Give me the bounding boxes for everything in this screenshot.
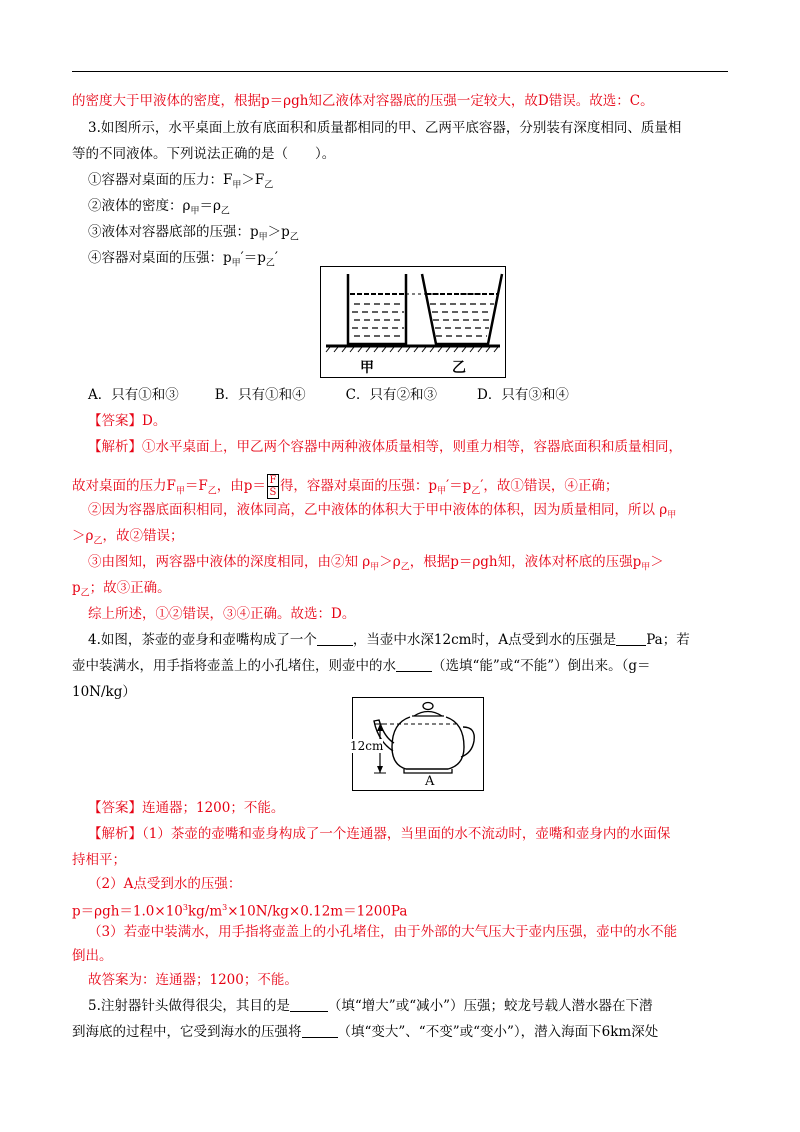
option-a: A．只有①和③ <box>88 387 179 403</box>
prev-analysis-tail: 的密度大于甲液体的密度，根据p＝ρgh知乙液体对容器底的压强一定较大，故D错误。故选：C。 <box>72 93 654 109</box>
option-b: B．只有①和④ <box>214 387 306 403</box>
q4-analysis-6: 倒出。 <box>72 948 113 964</box>
option-c: C．只有②和③ <box>345 387 438 403</box>
q3-options <box>88 385 748 405</box>
q4-stem-line3: 10N/kg） <box>72 684 136 700</box>
q4-analysis-3: （2）A点受到水的压强： <box>88 876 242 892</box>
q4-blank-3[interactable] <box>396 657 432 672</box>
q3-statement-1: ①容器对桌面的压力：$F_甲>F_乙$ <box>88 172 274 191</box>
q3-analysis-6: $p_乙$；故③正确。 <box>72 580 171 599</box>
q3-statement-3: ③液体对容器底部的压强：$p_甲>p_乙$ <box>88 224 299 243</box>
q4-teapot-figure <box>352 697 484 795</box>
fig-label-yi: 乙 <box>452 360 466 376</box>
q5-blank-1[interactable] <box>290 997 328 1012</box>
q3-analysis-2: 故对桌面的压力$F_甲=F_乙$，由p＝ $\frac{F}{S}$ 得，容器对桌面的压强：$p_甲'=p_乙'$，故①错误，④正确； <box>72 475 619 498</box>
q4-answer: 【答案】连通器；1200；不能。 <box>88 800 285 816</box>
option-d: D．只有③和④ <box>477 387 569 403</box>
q4-stem-line2: 壶中装满水，用手指将壶盖上的小孔堵住，则壶中的水 （选填“能”或“不能”）倒出来。（g＝ <box>72 658 651 674</box>
q4-stem-line1: 4.如图，茶壶的壶身和壶嘴构成了一个 ，当壶中水深12cm时，A点受到水的压强是 Pa；若 <box>88 632 690 648</box>
q3-answer: 【答案】D。 <box>88 413 167 429</box>
q3-conclusion: 综上所述，①②错误，③④正确。故选：D。 <box>88 606 356 622</box>
q4-blank-2[interactable] <box>616 631 646 646</box>
fraction-f-over-s: $\frac{F}{S}$ <box>267 474 279 499</box>
q4-analysis-1: 【解析】（1）茶壶的壶嘴和壶身构成了一个连通器，当里面的水不流动时，壶嘴和壶身内的水面保 <box>88 826 671 842</box>
q4-analysis-4: $p=\rho gh=1.0\times 10^3kg/m^3\times 10N/kg\times 0.12m=1200Pa$ <box>72 903 408 920</box>
q3-containers-figure <box>320 266 506 382</box>
q3-statement-4: ④容器对桌面的压强：$p_甲'=p_乙'$ <box>88 250 278 269</box>
q5-blank-2[interactable] <box>302 1023 338 1038</box>
q4-blank-1[interactable] <box>317 631 353 646</box>
q3-stem-line2: 等的不同液体。下列说法正确的是（ ）。 <box>72 146 336 162</box>
containers-diagram <box>320 266 506 378</box>
fig-label-jia: 甲 <box>360 360 374 376</box>
q4-analysis-5: （3）若壶中装满水，用手指将壶盖上的小孔堵住，由于外部的大气压大于壶内压强，壶中的水不能 <box>88 924 678 940</box>
header-rule <box>72 71 728 72</box>
q3-analysis-5: ③由图知，两容器中液体的深度相同，由②知 $\rho_甲>\rho_乙$，根据p＝ρgh知，液体对杯底的压强$p_甲>$ <box>88 554 664 573</box>
q4-analysis-2: 持相平； <box>72 852 126 868</box>
q4-final-answer: 故答案为：连通器；1200；不能。 <box>88 972 298 988</box>
q3-analysis-3: ②因为容器底面积相同，液体同高，乙中液体的体积大于甲中液体的体积，因为质量相同，所以 $\rho_甲$ <box>88 502 677 521</box>
q3-stem-line1: 3.如图所示，水平桌面上放有底面积和质量都相同的甲、乙两平底容器，分别装有深度相同、质量相 <box>88 120 682 136</box>
q3-analysis-1: 【解析】①水平桌面上，甲乙两个容器中两种液体质量相等，则重力相等，容器底面积和质量相同， <box>88 439 682 455</box>
q3-analysis-4: $>\rho_乙$，故②错误； <box>72 528 184 547</box>
fig-depth-label: 12cm <box>350 739 384 753</box>
q3-statement-2: ②液体的密度：$\rho_甲=\rho_乙$ <box>88 198 230 217</box>
q5-stem-line2: 到海底的过程中，它受到海水的压强将 （填“变大”、“不变”或“变小”），潜入海面下6km深处 <box>72 1024 659 1040</box>
q5-stem-line1: 5.注射器针头做得很尖，其目的是 （填“增大”或“减小”）压强；蛟龙号载人潜水器在下潜 <box>88 998 653 1014</box>
fig-point-a: A <box>425 774 435 789</box>
